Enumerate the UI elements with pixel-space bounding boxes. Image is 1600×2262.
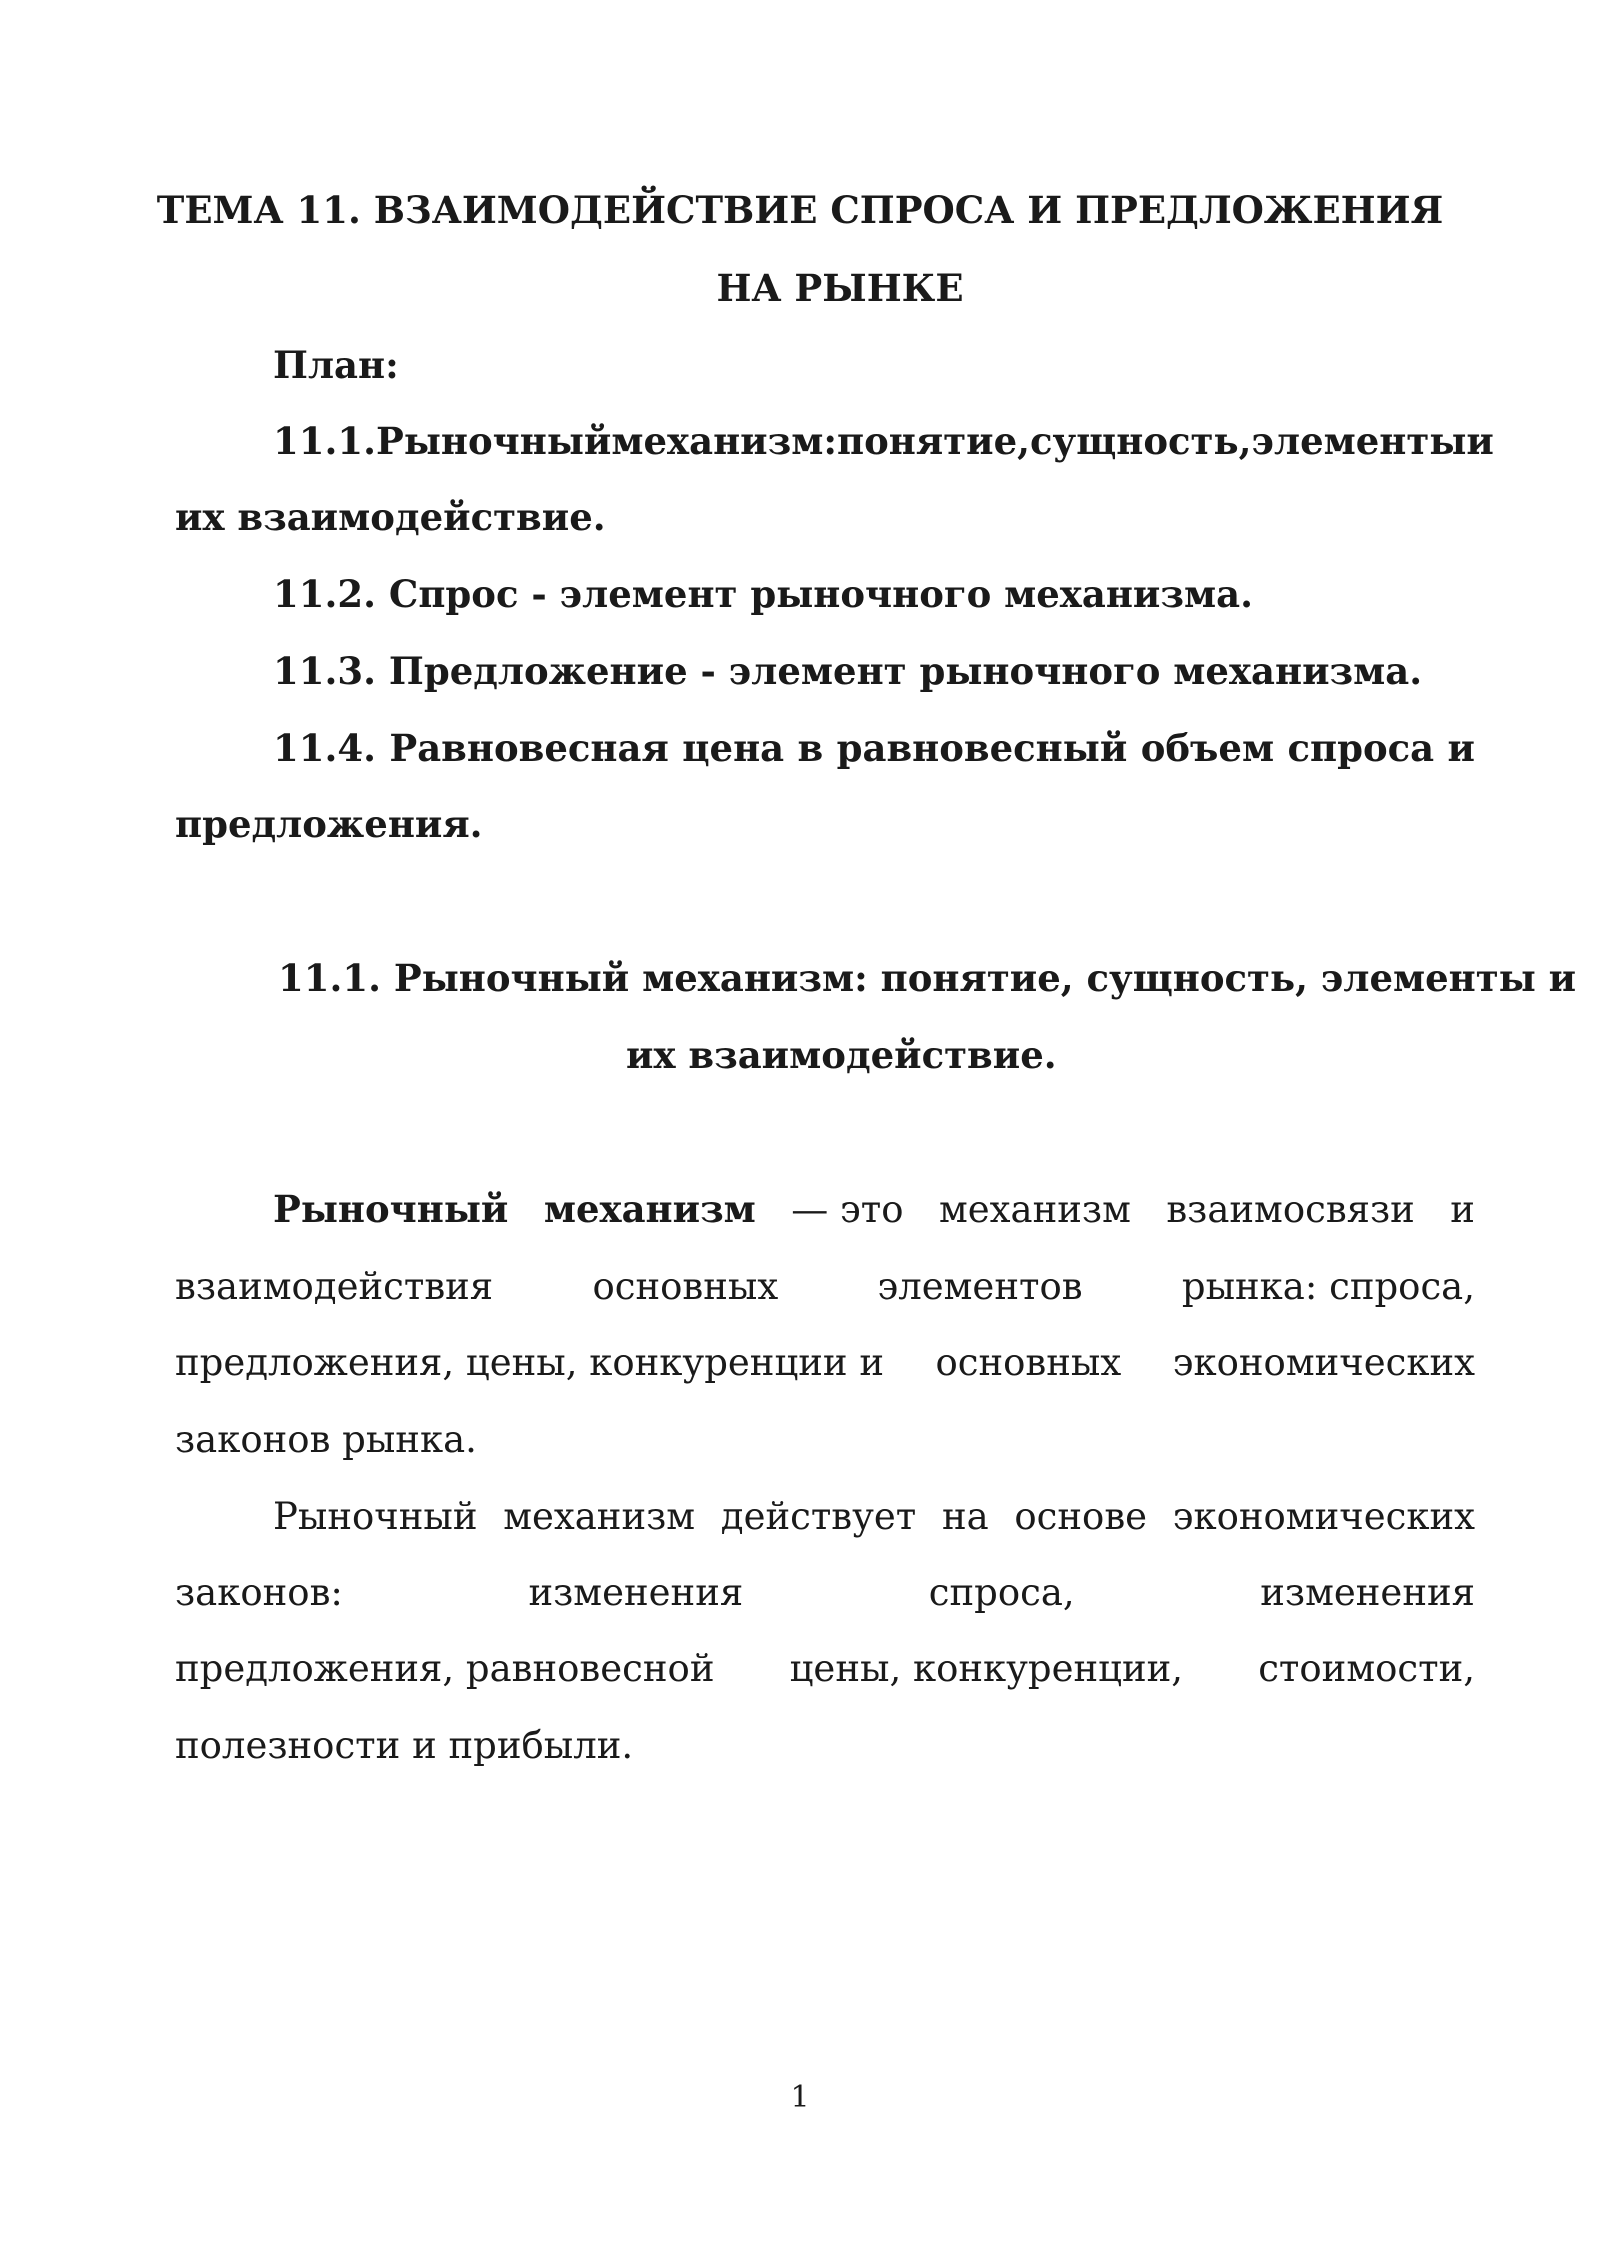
page-number: 1 [790, 2080, 810, 2115]
plan-item-1-word: сущность, [1030, 419, 1252, 463]
paragraph-word: экономических [1172, 1495, 1475, 1538]
paragraph-word: Рыночный [273, 1495, 478, 1538]
plan-item-4-word: и [1447, 726, 1475, 770]
term-word: механизм [543, 1187, 756, 1231]
paragraph-word: и [1450, 1188, 1475, 1231]
paragraph-2-line-2 [175, 1571, 1475, 1614]
plan-item-4-continuation: предложения. [175, 802, 483, 846]
paragraph-1-line-2 [175, 1265, 1475, 1308]
section-heading-line1: 11.1. Рыночный механизм: понятие, сущность, элементы и [278, 956, 1577, 1000]
plan-item-1-word: 11.1. [273, 419, 376, 463]
paragraph-word: стоимости, [1258, 1647, 1475, 1690]
paragraph-word: основных [935, 1341, 1122, 1384]
plan-label: План: [273, 343, 399, 387]
term-word: Рыночный [273, 1187, 509, 1231]
document-title-line2: НА РЫНКЕ [716, 266, 964, 310]
paragraph-word: — это [791, 1188, 904, 1231]
paragraph-word: на [941, 1495, 989, 1538]
paragraph-word: механизм [938, 1188, 1131, 1231]
plan-item-2: 11.2. Спрос - элемент рыночного механизма. [273, 572, 1253, 616]
plan-item-1-word: Рыночный [376, 419, 612, 463]
paragraph-1-line-3 [175, 1341, 1475, 1384]
plan-item-4-word: 11.4. [273, 726, 376, 770]
paragraph-word: взаимосвязи [1166, 1188, 1415, 1231]
plan-item-1-word: механизм: [611, 419, 838, 463]
plan-item-1-continuation: их взаимодействие. [175, 495, 606, 539]
plan-item-4-word: равновесный [836, 726, 1128, 770]
plan-item-3: 11.3. Предложение - элемент рыночного механизма. [273, 649, 1423, 693]
plan-item-1-word: понятие, [837, 419, 1030, 463]
paragraph-1-line-4: законов рынка. [175, 1418, 477, 1461]
paragraph-word: цены, конкуренции, [789, 1647, 1184, 1690]
paragraph-word: предложения, цены, конкуренции и [175, 1341, 884, 1384]
paragraph-word: взаимодействия [175, 1265, 494, 1308]
paragraph-word: предложения, равновесной [175, 1647, 715, 1690]
paragraph-word: законов: [175, 1571, 343, 1614]
plan-item-1 [273, 419, 1494, 463]
paragraph-word: рынка: спроса, [1181, 1265, 1475, 1308]
paragraph-2-line-3 [175, 1647, 1475, 1690]
plan-item-4-word: Равновесная [389, 726, 669, 770]
paragraph-2-line-1 [273, 1495, 1475, 1538]
plan-item-4-word: спроса [1287, 726, 1435, 770]
paragraph-word: основе [1014, 1495, 1148, 1538]
paragraph-1-line-1 [273, 1187, 1475, 1231]
paragraph-word: действует [720, 1495, 917, 1538]
paragraph-word: спроса, [928, 1571, 1075, 1614]
plan-item-4 [273, 726, 1475, 770]
paragraph-word: механизм [503, 1495, 696, 1538]
paragraph-word: изменения [528, 1571, 744, 1614]
plan-item-4-word: в [797, 726, 824, 770]
section-heading-line2: их взаимодействие. [626, 1033, 1057, 1077]
plan-item-1-word: элементы [1251, 419, 1467, 463]
paragraph-word: экономических [1172, 1341, 1475, 1384]
plan-item-4-word: объем [1140, 726, 1275, 770]
document-title-line1: ТЕМА 11. ВЗАИМОДЕЙСТВИЕ СПРОСА И ПРЕДЛОЖЕНИЯ [156, 188, 1444, 232]
paragraph-2-line-4: полезности и прибыли. [175, 1724, 634, 1767]
plan-item-4-word: цена [682, 726, 785, 770]
paragraph-word: изменения [1260, 1571, 1475, 1614]
paragraph-word: элементов [877, 1265, 1083, 1308]
paragraph-word: основных [592, 1265, 779, 1308]
plan-item-1-word: и [1466, 419, 1494, 463]
